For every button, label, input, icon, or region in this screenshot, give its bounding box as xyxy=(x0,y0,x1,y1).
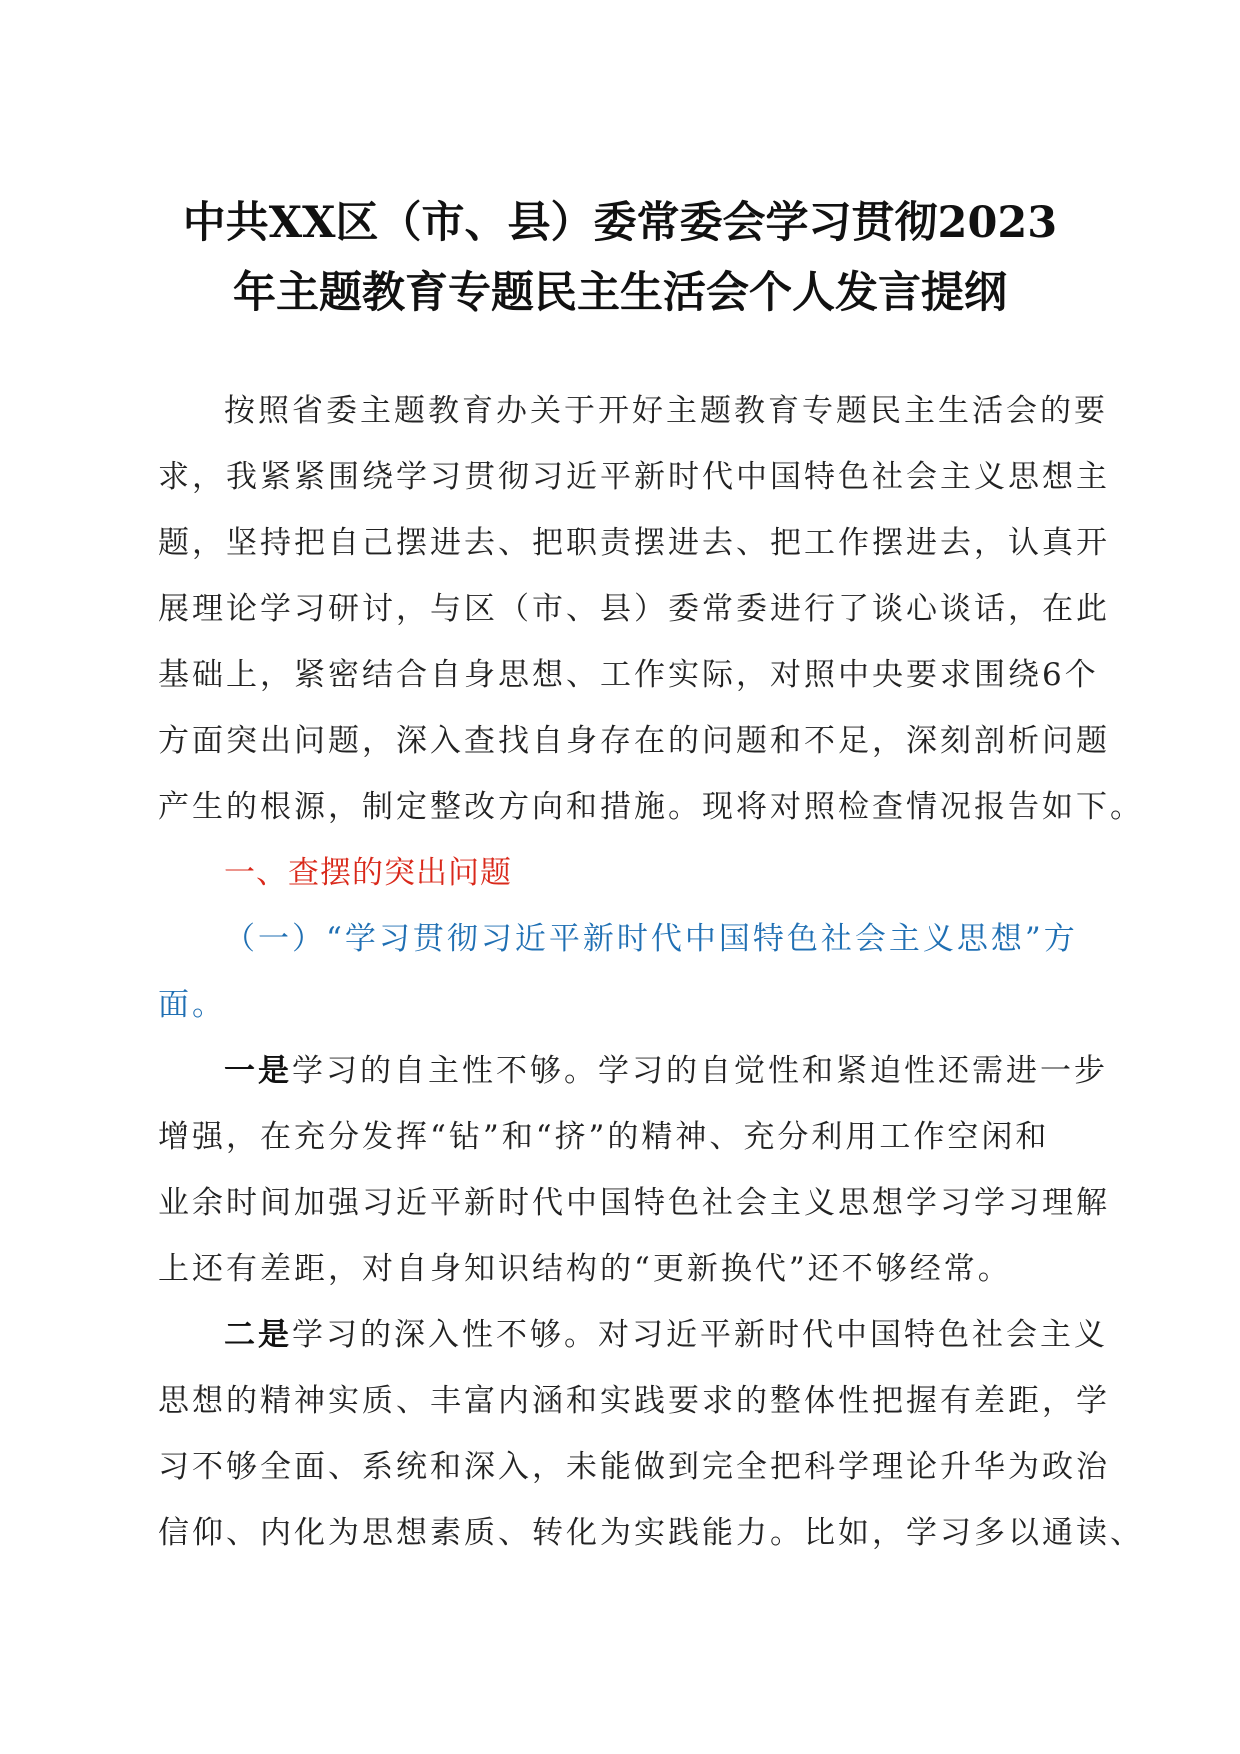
point-2-first-line xyxy=(158,1302,1108,1368)
point-2-first-line-text: 学习的深入性不够。对习近平新时代中国特色社会主义 xyxy=(292,1317,1108,1353)
point-2-line: 信仰、内化为思想素质、转化为实践能力。比如，学习多以通读、 xyxy=(158,1515,1144,1551)
title-line-2: 年主题教育专题民主生活会个人发言提纲 xyxy=(233,268,1007,318)
intro-line: 方面突出问题，深入查找自身存在的问题和不足，深刻剖析问题 xyxy=(158,723,1110,759)
subsection-heading-1 xyxy=(158,906,1078,1038)
intro-line: 展理论学习研讨，与区（市、县）委常委进行了谈心谈话，在此 xyxy=(158,591,1110,627)
point-1-first-line-text: 学习的自主性不够。学习的自觉性和紧迫性还需进一步 xyxy=(292,1053,1108,1089)
point-2-line: 习不够全面、系统和深入，未能做到完全把科学理论升华为政治 xyxy=(158,1449,1110,1485)
intro-paragraph xyxy=(158,378,1144,840)
document-body xyxy=(158,378,1144,1566)
point-1-first-line xyxy=(158,1038,1108,1104)
intro-line: 题，坚持把自己摆进去、把职责摆进去、把工作摆进去，认真开 xyxy=(158,525,1110,561)
title-line-1: 中共XX区（市、县）委常委会学习贯彻2023 xyxy=(182,198,1058,248)
intro-line: 求，我紧紧围绕学习贯彻习近平新时代中国特色社会主义思想主 xyxy=(158,459,1110,495)
point-1-paragraph xyxy=(158,1038,1110,1302)
intro-line: 产生的根源，制定整改方向和措施。现将对照检查情况报告如下。 xyxy=(158,789,1144,825)
point-1-line: 增强，在充分发挥“钻”和“挤”的精神、充分利用工作空闲和 xyxy=(158,1119,1050,1155)
document-title xyxy=(140,188,1100,328)
point-1-line: 业余时间加强习近平新时代中国特色社会主义思想学习学习理解 xyxy=(158,1185,1110,1221)
section-heading-1: 一、查摆的突出问题 xyxy=(224,855,512,891)
intro-line: 按照省委主题教育办关于开好主题教育专题民主生活会的要 xyxy=(224,393,1108,429)
point-2-lead: 二是 xyxy=(224,1317,292,1353)
intro-line: 基础上，紧密结合自身思想、工作实际，对照中央要求围绕6个 xyxy=(158,657,1099,693)
subsection-line: （一）“学习贯彻习近平新时代中国特色社会主义思想”方 xyxy=(224,921,1078,957)
point-1-line: 上还有差距，对自身知识结构的“更新换代”还不够经常。 xyxy=(158,1251,1012,1287)
point-2-line: 思想的精神实质、丰富内涵和实践要求的整体性把握有差距，学 xyxy=(158,1383,1110,1419)
point-1-lead: 一是 xyxy=(224,1053,292,1089)
subsection-line: 面。 xyxy=(158,987,226,1023)
point-2-paragraph xyxy=(158,1302,1144,1566)
